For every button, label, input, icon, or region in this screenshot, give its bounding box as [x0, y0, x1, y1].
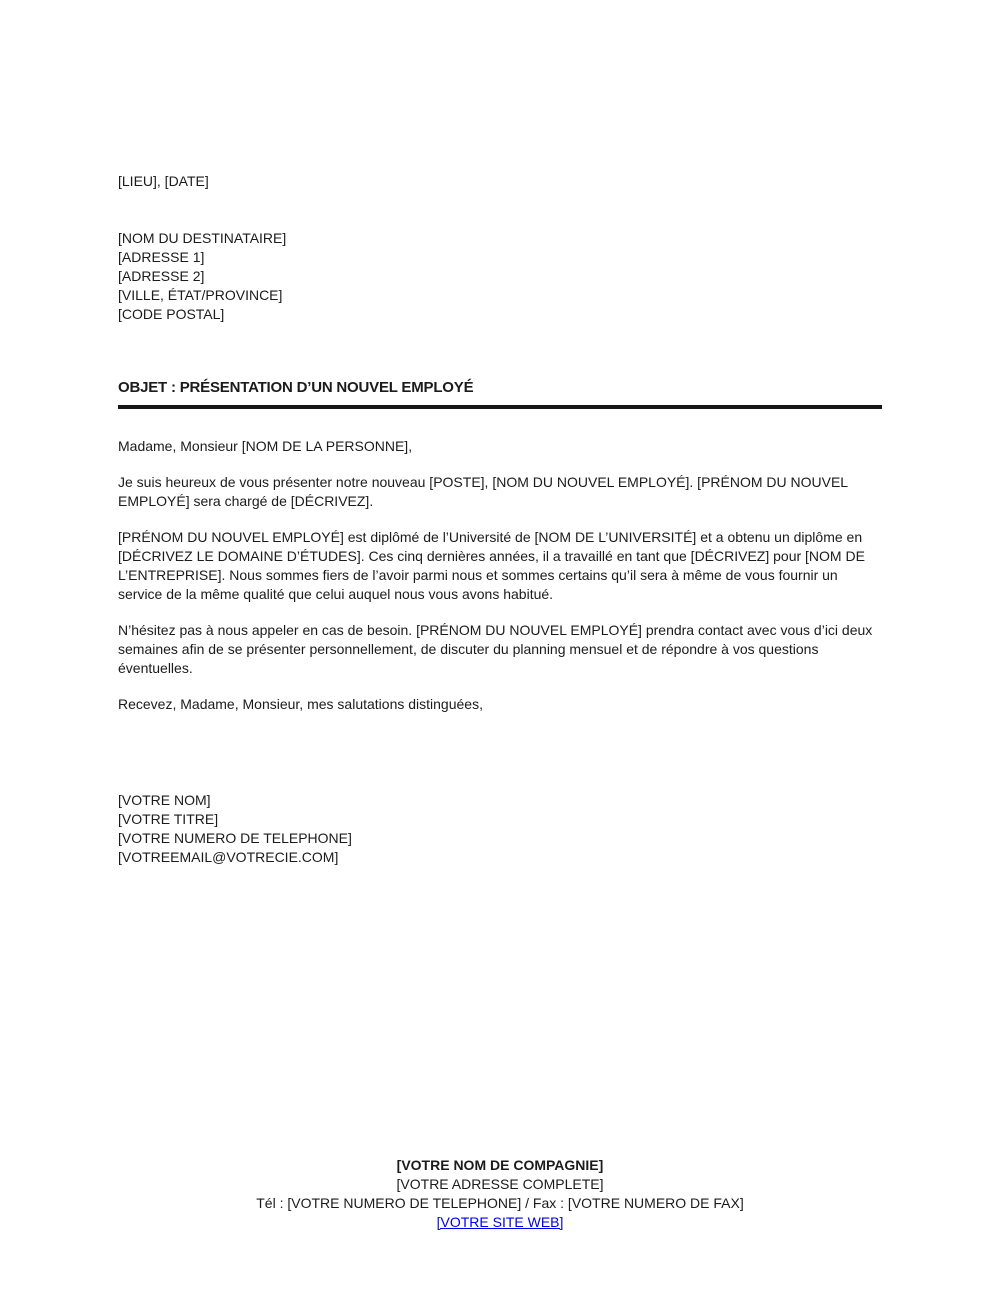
recipient-name-line: [NOM DU DESTINATAIRE] [118, 230, 287, 246]
footer-address: [VOTRE ADRESSE COMPLETE] [396, 1176, 604, 1192]
signature-title-line: [VOTRE TITRE] [118, 811, 219, 827]
subject-heading: OBJET : PRÉSENTATION D’UN NOUVEL EMPLOYÉ [118, 378, 882, 409]
signature-block [118, 791, 882, 867]
recipient-address-line-2: [ADRESSE 2] [118, 268, 205, 284]
footer-company-name: [VOTRE NOM DE COMPAGNIE] [396, 1157, 604, 1173]
recipient-address-block [118, 229, 882, 324]
recipient-postal-code-line: [CODE POSTAL] [118, 306, 225, 322]
closing-line: Recevez, Madame, Monsieur, mes salutations distinguées, [118, 696, 483, 712]
signature-name-line: [VOTRE NOM] [118, 792, 211, 808]
footer-phone-fax: Tél : [VOTRE NUMERO DE TELEPHONE] / Fax : [VOTRE NUMERO DE FAX] [256, 1195, 744, 1211]
signature-email-line: [VOTREEMAIL@VOTRECIE.COM] [118, 849, 339, 865]
signature-phone-line: [VOTRE NUMERO DE TELEPHONE] [118, 830, 352, 846]
footer-website-line [0, 1213, 1000, 1232]
page-footer [0, 1156, 1000, 1232]
date-line: [LIEU], [DATE] [118, 173, 209, 189]
recipient-city-line: [VILLE, ÉTAT/PROVINCE] [118, 287, 283, 303]
body-paragraph-2: [PRÉNOM DU NOUVEL EMPLOYÉ] est diplômé de l’Université de [NOM DE L’UNIVERSITÉ] et a obtenu un diplôme en [DÉCRIVEZ LE DOMAINE D’ÉTUDES]. Ces cinq dernières années, il a travaillé en tant que [DÉCRIVEZ] pour [NOM DE L’ENTREPRISE]. Nous sommes fiers de l’avoir parmi nous et sommes certains qu’il sera à même de vous fournir un service de la même qualité que celui auquel nous vous avons habitué. [118, 529, 865, 602]
body-paragraph-3: N’hésitez pas à nous appeler en cas de besoin. [PRÉNOM DU NOUVEL EMPLOYÉ] prendra contact avec vous d’ici deux semaines afin de se présenter personnellement, de discuter du planning mensuel et de répondre à vos questions éventuelles. [118, 622, 873, 676]
body-paragraph-1: Je suis heureux de vous présenter notre nouveau [POSTE], [NOM DU NOUVEL EMPLOYÉ]. [PRÉNOM DU NOUVEL EMPLOYÉ] sera chargé de [DÉCRIVEZ]. [118, 474, 848, 509]
salutation: Madame, Monsieur [NOM DE LA PERSONNE], [118, 438, 413, 454]
recipient-address-line-1: [ADRESSE 1] [118, 249, 205, 265]
website-link[interactable]: [VOTRE SITE WEB] [436, 1214, 564, 1230]
letter-body [118, 172, 882, 867]
